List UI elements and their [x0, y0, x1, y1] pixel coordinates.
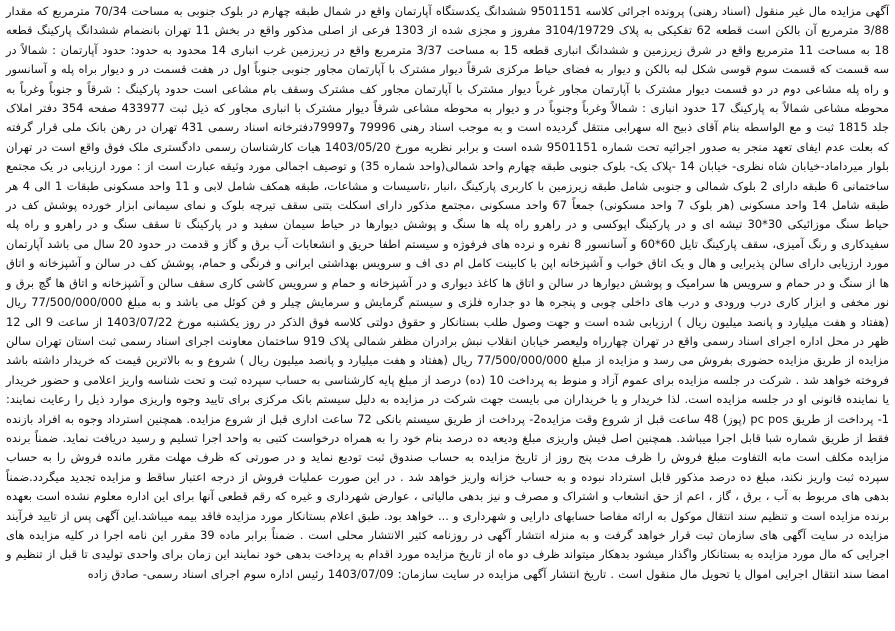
auction-notice-text: آگهی مزایده مال غیر منقول (اسناد رهنی) پرونده اجرائی کلاسه 9501151 ششدانگ یکدستگاه آپارتمان واقع در شمال طبقه چهارم در بلوک جنوبی به مساحت 70/34 مترمربع که مقدار 3/88 مترمربع آن بالکن است قطعه 62 تفکیکی به پلاک 3104/19729 مفروز و مجزی شده از 1303 فرعی از اصلی مذکور واقع در بخش 11 تهران بانضمام ششدانگ پارکینگ قطعه 18 به مساحت 11 مترمربع واقع در شرق زیرزمین و ششدانگ انباری قطعه 15 به مساحت 3/37 مترمربع واقع در زیرزمین غرب انباری 14 محدود به حدود: حدود آپارتمان : شمالاً در سه قسمت که قسمت سوم قوسی شکل لبه بالکن و دیوار به فضای حیاط مرکزی شرقاً دیوار مشترک با آپارتمان مجاور جنوبی جنوباً اول در هفت قسمت در و دیوار براه پله و آسانسور و راه پله مشاعی دوم در دو قسمت دیوار مشترک با آپارتمان مجاور غرباً دیوار مشترک با آپارتمان مجاور کف مشترک وسقف بام مشاعی است حدود پارکینگ : شرقاً و جنوباً وغرباً به محوطه مشاعی شمالاً به پارکینگ 17 حدود انباری : شمالاً وغرباً وجنوباً در و دیوار به محوطه مشاعی شرقاً دیوار مشترک با انباری مجاور که ذیل ثبت 433977 صفحه 354 دفتر املاک جلد 1815 ثبت و مع الواسطه بنام آقای ذبیح اله سهرابی منتقل گردیده است و به موجب اسناد رهنی 79996 و79997دفترخانه اسناد رسمی 431 تهران در رهن بانک ملی قرار گرفته که بعلت عدم ایفای تعهد منجر به صدور اجرائیه تحت شماره 9501151 شده است و برابر نظریه مورخ 1403/05/20 هیات کارشناسان رسمی دادگستری ملک فوق واقع است در تهران بلوار میرداماد-خیابان شاه نظری- خیابان 14 -پلاک یک- بلوک جنوبی طبقه چهارم واحد شمالی(واحد شماره 35) و توصیف اجمالی مورد وثیقه عبارت است از : مورد ارزیابی در یک مجتمع ساختمانی 6 طبقه دارای 2 بلوک شمالی و جنوبی شامل طبقه زیرزمین با کاربری پارکینگ ،انبار ،تاسیسات و مشاعات، طبقه همکف شامل لابی و 11 واحد مسکونی طبقات 1 الی 4 هر طبقه شامل 14 واحد مسکونی (هر بلوک 7 واحد مسکونی) جمعاً 67 واحد مسکونی ،مجتمع مذکور دارای اسکلت بتنی سقف تیرچه بلوک و نمای سیمانی ابزار خورده پوشش کف در حیاط سنگ موزائیکی 30*30 تیشه ای و در پارکینگ اپوکسی و در راهرو راه پله ها سنگ و پوشش دیوارها در حیاط سیمان سفید و در پارکینگ تا سقف سنگ و در راهرو و راه پله سفیدکاری و رنگ آمیزی، سقف پارکینگ تایل 60*60 و آسانسور 8 نفره و نرده های فرفوژه و سیستم اطفا حریق و انشعابات آب برق و گاز و قدمت در حدود 20 سال می باشد آپارتمان مورد ارزیابی دارای سالن پذیرایی و هال و یک اتاق خواب و آشپزخانه اپن با کابینت کامل ام دی اف و سرویس بهداشتی ایرانی و فرنگی و حمام، پوشش کف در سالن و آشپزخانه و اتاق ها از سنگ و در حمام و سرویس ها سرامیک و پوشش دیوارها در سالن و اتاق ها کاغذ دیواری و در آشپزخانه و حمام و سرویس کاشی کاری سقف سالن و آشپزخانه و اتاق ها گچ برق و نور مخفی و ابزار کاری درب ورودی و درب های داخلی چوبی و پنجره ها دو جداره فلزی و سیستم گرمایش و سرمایش چیلر و فن کوئل می باشد و به مبلغ 77/500/000/000 ریال (هفتاد و هفت میلیارد و پانصد میلیون ریال ) ارزیابی شده است و جهت وصول طلب بستانکار و حقوق دولتی کلاسه فوق الذکر در روز یکشنبه مورخ 1403/07/22 از ساعت 9 الی 12 ظهر در محل اداره اجرای اسناد رسمی واقع در تهران چهارراه ولیعصر خیابان انقلاب نبش برادران مظفر شمالی پلاک 919 ساختمان معاونت اجرای اسناد رسمی ثبت استان تهران سالن مزایده از طریق مزایده حضوری بفروش می رسد و مزایده از مبلغ 77/500/000/000 ریال (هفتاد و هفت میلیارد و پانصد میلیون ریال ) شروع و به بالاترین قیمت که خریدار داشته باشد فروخته خواهد شد . شرکت در جلسه مزایده برای عموم آزاد و منوط به پرداخت 10 (ده) درصد از مبلغ پایه کارشناسی به حساب سپرده ثبت و تحت شناسه واریز اعلامی و حضور خریدار یا نماینده قانونی او در جلسه مزایده است. لذا خریدار و یا خریداران می بایست جهت شرکت در مزایده به دلیل سیستم بانک مرکزی برای تایید وجوه واریزی موارد ذیل را رعایت نمایند: 1- پرداخت از طریق pc pos (پوز) 48 ساعت قبل از شروع وقت مزایده2- پرداخت از طریق سیستم بانکی 72 ساعت اداری قبل از شروع مزایده. همچنین استرداد وجوه به افراد بازنده فقط از طریق شماره شبا قابل اجرا میباشد. همچنین اصل فیش واریزی مبلغ ودیعه ده درصد بنام خود را به همراه درخواست کتبی به واحد اجرا تسلیم و رسید دریافت نماید. ضمناً برنده مزایده مکلف است مابه التفاوت مبلغ فروش را ظرف مدت پنج روز از تاریخ مزایده به حساب صندوق ثبت تودیع نماید و در صورتی که ظرف مهلت مقرر مانده فروش را به حساب سپرده ثبت واریز نکند، مبلغ ده درصد مذکور قابل استرداد نبوده و به حساب خزانه واریز خواهد شد . در این صورت عملیات فروش از درجه اعتبار ساقط و مزایده تجدید میگردد.ضمناً بدهی های مربوط به آب ، برق ، گاز ، اعم از حق انشعاب و اشتراک و مصرف و نیز بدهی مالیاتی ، عوارض شهرداری و غیره که رقم قطعی آنها برای این اداره معلوم نشده است بعهده برنده مزایده است و تنظیم سند انتقال موکول به ارائه مفاصا حسابهای دارایی و شهرداری و ... خواهد بود. طبق اعلام بستانکار مورد مزایده فاقد بیمه میباشد.این آگهی پس از تایید فرآیند مزایده در سایت آگهی های سازمان ثبت قرار خواهد گرفت و به منزله انتشار آگهی در روزنامه کثیر الانتشار محلی است . ضمناً برابر ماده 39 مقرر این نامه اجرا در کلیه مزایده های اجرایی که مال مورد مزایده به بستانکار واگذار میشود بدهکار میتواند ظرف دو ماه از تاریخ مزایده مورد اقدام به پرداخت بدهی خود نمایند این زمان برای واحدی تولیدی تا قبل از تنظیم و امضا سند انتقال اجرایی اموال یا تحویل مال منقول است . تاریخ انتشار آگهی مزایده در سایت سازمان: 1403/07/09 رئیس اداره سوم اجرای اسناد رسمی- صادق زاده	[6, 4, 890, 581]
